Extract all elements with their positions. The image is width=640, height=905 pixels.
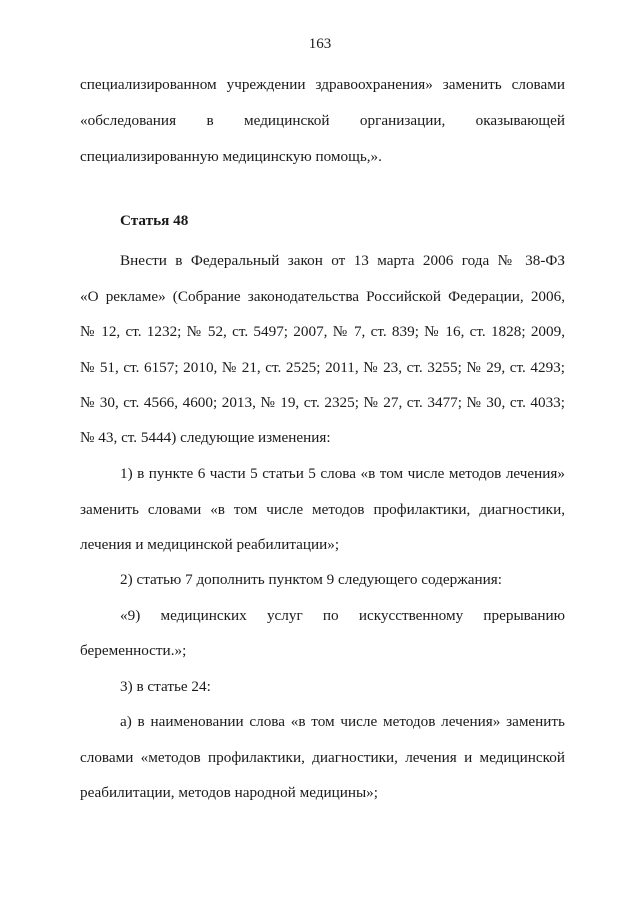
text-line: 2) статью 7 дополнить пунктом 9 следующего содержания: — [120, 571, 502, 588]
text-line: специализированном учреждении здравоохранения» заменить словами — [80, 76, 565, 93]
text-line: «9) медицинских услуг по искусственному прерыванию — [120, 607, 565, 624]
text-line: 1) в пункте 6 части 5 статьи 5 слова «в том числе методов лечения» — [120, 465, 565, 482]
text-line: 3) в статье 24: — [120, 678, 211, 695]
article-heading: Статья 48 — [120, 212, 189, 229]
text-line: № 30, ст. 4566, 4600; 2013, № 19, ст. 2325; № 27, ст. 3477; № 30, ст. 4033; — [80, 394, 565, 411]
text-line: реабилитации, методов народной медицины»; — [80, 784, 378, 801]
text-line: словами «методов профилактики, диагностики, лечения и медицинской — [80, 749, 565, 766]
text-line: «обследования в медицинской организации, оказывающей — [80, 112, 565, 129]
page-number: 163 — [308, 36, 332, 52]
text-line: а) в наименовании слова «в том числе методов лечения» заменить — [120, 713, 565, 730]
text-line: № 51, ст. 6157; 2010, № 21, ст. 2525; 2011, № 23, ст. 3255; № 29, ст. 4293; — [80, 359, 565, 376]
text-line: Внести в Федеральный закон от 13 марта 2006 года № 38-ФЗ — [120, 252, 565, 269]
text-line: № 12, ст. 1232; № 52, ст. 5497; 2007, № 7, ст. 839; № 16, ст. 1828; 2009, — [80, 323, 565, 340]
text-line: специализированную медицинскую помощь,». — [80, 148, 382, 165]
text-line: № 43, ст. 5444) следующие изменения: — [80, 429, 331, 446]
text-line: лечения и медицинской реабилитации»; — [80, 536, 340, 553]
text-line: беременности.»; — [80, 642, 187, 659]
text-line: «О рекламе» (Собрание законодательства Российской Федерации, 2006, — [80, 288, 565, 305]
text-line: заменить словами «в том числе методов профилактики, диагностики, — [80, 501, 565, 518]
